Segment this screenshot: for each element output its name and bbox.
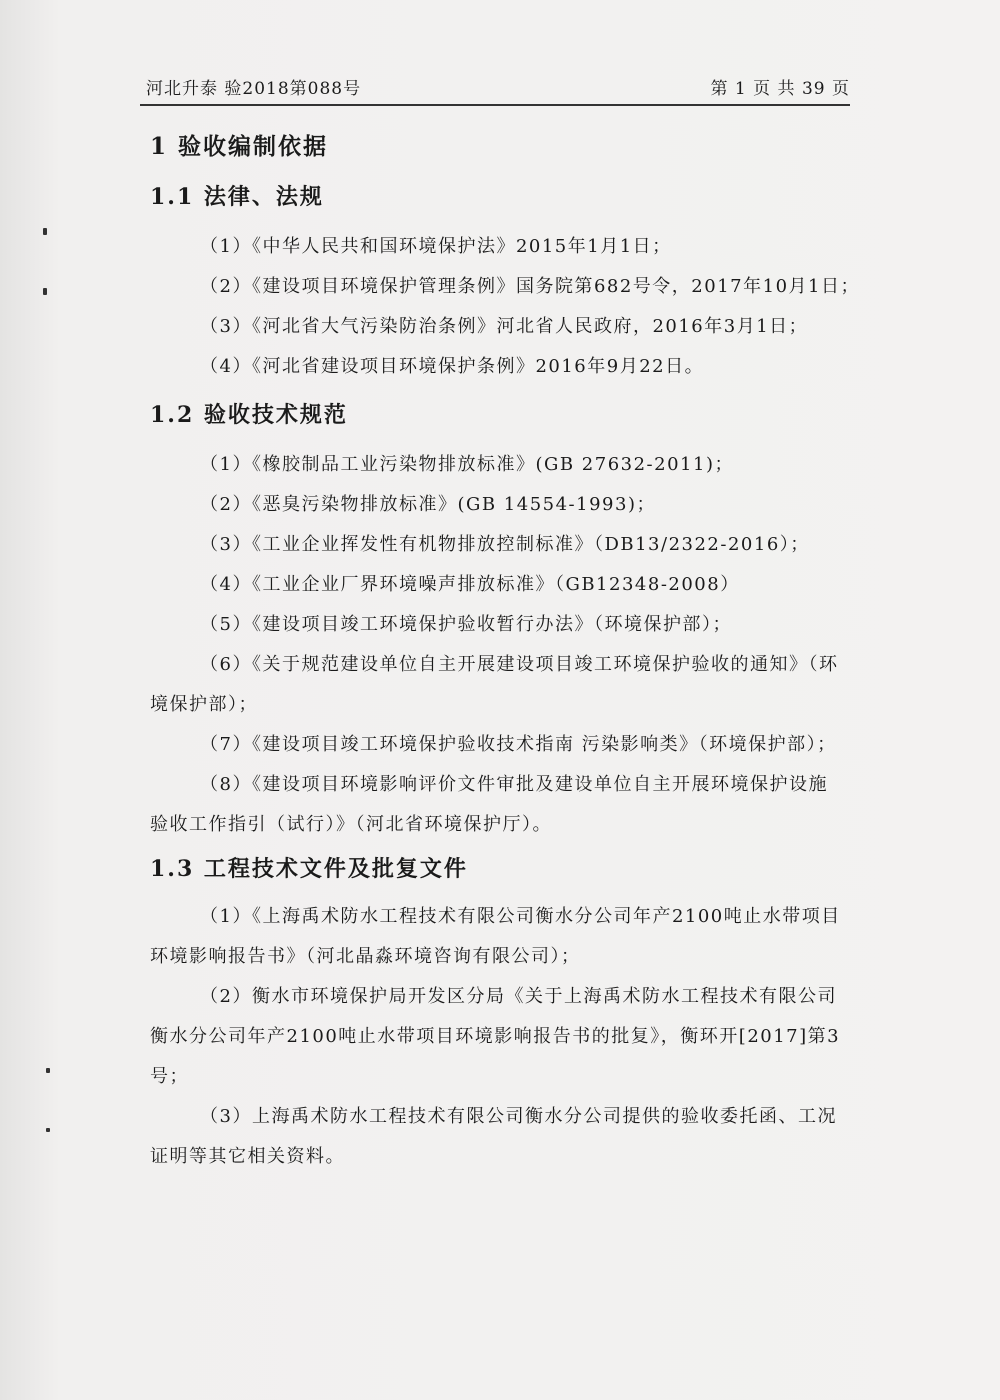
spec-item-8-line-2: 验收工作指引（试行）》（河北省环境保护厅）。: [150, 814, 552, 835]
law-item-4: （4）《河北省建设项目环境保护条例》2016年9月22日。: [200, 356, 705, 377]
spec-item-2: （2）《恶臭污染物排放标准》(GB 14554-1993)；: [200, 494, 656, 515]
doc-item-2-line-3: 号；: [150, 1066, 189, 1087]
doc-item-1-line-2: 环境影响报告书》（河北晶淼环境咨询有限公司）；: [150, 946, 581, 967]
scan-mark: [46, 1128, 50, 1132]
section-1-2-title: 1.2 验收技术规范: [150, 402, 348, 428]
doc-item-2-line-2: 衡水分公司年产2100吨止水带项目环境影响报告书的批复》，衡环开[2017]第3: [150, 1026, 841, 1047]
spec-item-8-line-1: （8）《建设项目环境影响评价文件审批及建设单位自主开展环境保护设施: [200, 774, 828, 795]
spec-item-3: （3）《工业企业挥发性有机物排放控制标准》（DB13/2322-2016）；: [200, 534, 810, 555]
page-number: 第 1 页 共 39 页: [710, 79, 850, 99]
doc-item-3-line-1: （3）上海禹术防水工程技术有限公司衡水分公司提供的验收委托函、工况: [200, 1106, 837, 1127]
spec-item-6-line-2: 境保护部）；: [150, 694, 258, 715]
page-header: [140, 70, 850, 106]
spec-item-4: （4）《工业企业厂界环境噪声排放标准》（GB12348-2008）: [200, 574, 740, 595]
scan-mark: [43, 228, 47, 235]
section-1-title: 1 验收编制依据: [150, 133, 329, 160]
spec-item-5: （5）《建设项目竣工环境保护验收暂行办法》（环境保护部）；: [200, 614, 732, 635]
spec-item-6-line-1: （6）《关于规范建设单位自主开展建设项目竣工环境保护验收的通知》（环: [200, 654, 839, 675]
document-number: 河北升泰 验2018第088号: [146, 79, 362, 99]
law-item-3: （3）《河北省大气污染防治条例》河北省人民政府，2016年3月1日；: [200, 316, 809, 337]
law-item-2: （2）《建设项目环境保护管理条例》国务院第682号令，2017年10月1日；: [200, 276, 860, 297]
doc-item-3-line-2: 证明等其它相关资料。: [150, 1146, 345, 1167]
spec-item-7: （7）《建设项目竣工环境保护验收技术指南 污染影响类》（环境保护部）；: [200, 734, 837, 755]
doc-item-1-line-1: （1）《上海禹术防水工程技术有限公司衡水分公司年产2100吨止水带项目: [200, 906, 841, 927]
section-1-3-title: 1.3 工程技术文件及批复文件: [150, 856, 468, 882]
section-1-1-title: 1.1 法律、法规: [150, 184, 324, 210]
doc-item-2-line-1: （2）衡水市环境保护局开发区分局《关于上海禹术防水工程技术有限公司: [200, 986, 837, 1007]
scan-mark: [46, 1068, 50, 1073]
law-item-1: （1）《中华人民共和国环境保护法》2015年1月1日；: [200, 236, 672, 257]
spec-item-1: （1）《橡胶制品工业污染物排放标准》(GB 27632-2011)；: [200, 454, 734, 475]
scan-mark: [43, 288, 47, 295]
